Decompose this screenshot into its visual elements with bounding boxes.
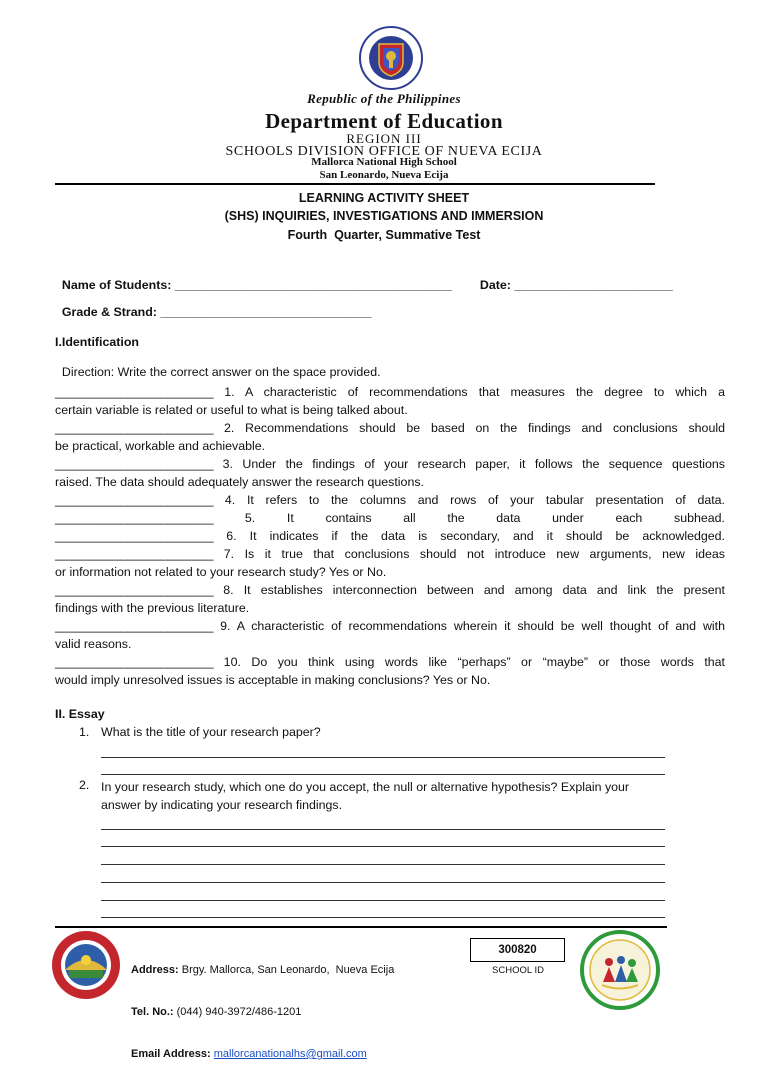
question-item	[55, 492, 725, 510]
essay-q1-text: What is the title of your research paper?	[101, 725, 321, 739]
question-item	[55, 420, 725, 456]
question-continuation: findings with the previous literature.	[55, 600, 250, 615]
question-text: 7. Is it true that conclusions should not introduce new arguments, new ideas	[213, 547, 725, 561]
question-first-line	[55, 456, 725, 474]
mallorca-school-logo	[51, 930, 121, 1000]
question-first-line	[55, 546, 725, 564]
essay-q1-answer-line[interactable]	[101, 774, 665, 775]
answer-blank[interactable]: ________________________	[55, 583, 214, 597]
region-heading: REGION III	[346, 131, 422, 146]
answer-blank[interactable]: ________________________	[55, 619, 214, 633]
question-item	[55, 546, 725, 582]
answer-blank[interactable]: ________________________	[55, 385, 214, 399]
grade-label: Grade & Strand:	[61, 305, 161, 319]
question-item	[55, 510, 725, 528]
question-text: 3. Under the findings of your research paper, it follows the sequence questions	[213, 457, 725, 471]
question-text: 10. Do you think using words like “perhaps” or “maybe” or those words that	[213, 655, 725, 669]
header-divider	[55, 183, 655, 185]
question-item	[55, 384, 725, 420]
direction-text	[55, 351, 381, 379]
question-text: 5. It contains all the data under each subhead.	[213, 511, 725, 525]
tel-label: Tel. No.:	[131, 1006, 174, 1018]
question-text: 4. It refers to the columns and rows of your tabular presentation of data.	[213, 493, 725, 507]
tel-line	[131, 1005, 394, 1019]
footer-contact	[131, 935, 394, 1075]
grade-blank[interactable]: ________________________________	[160, 305, 372, 319]
address-value: Brgy. Mallorca, San Leonardo, Nueva Ecija	[178, 964, 395, 976]
question-first-line	[55, 528, 725, 546]
question-first-line	[55, 618, 725, 636]
question-first-line	[55, 384, 725, 402]
question-item	[55, 528, 725, 546]
school-id-value: 300820	[498, 944, 537, 956]
question-continuation: raised. The data should adequately answer the research questions.	[55, 474, 424, 489]
essay-q1-answer-line[interactable]	[101, 757, 665, 758]
essay-q2-number: 2.	[79, 778, 90, 792]
date-blank[interactable]: ________________________	[514, 278, 673, 292]
email-label: Email Address:	[131, 1048, 211, 1060]
question-continuation: certain variable is related or useful to what is being talked about.	[55, 402, 408, 417]
deped-seal	[359, 26, 423, 90]
address-line	[131, 963, 394, 977]
footer-divider	[55, 926, 667, 928]
email-link[interactable]: mallorcanationalhs@gmail.com	[213, 1048, 367, 1060]
question-continuation: or information not related to your research study? Yes or No.	[55, 564, 387, 579]
answer-blank[interactable]: ________________________	[55, 529, 214, 543]
question-text: 6. It indicates if the data is secondary, and it should be acknowledged.	[213, 529, 725, 543]
question-first-line	[55, 654, 725, 672]
address-label: Address:	[131, 964, 179, 976]
question-text: 9. A characteristic of recommendations wherein it should be well thought of and with	[213, 619, 725, 633]
sheet-title: LEARNING ACTIVITY SHEET	[298, 191, 470, 205]
question-continuation: would imply unresolved issues is acceptable in making conclusions? Yes or No.	[55, 672, 491, 687]
question-continuation: be practical, workable and achievable.	[55, 438, 266, 453]
question-text: 8. It establishes interconnection between and among data and link the present	[213, 583, 725, 597]
essay-q2-answer-line[interactable]	[101, 900, 665, 901]
essay-q2-line1: In your research study, which one do you accept, the null or alternative hypothesis? Explain your	[101, 780, 630, 794]
answer-blank[interactable]: ________________________	[55, 511, 214, 525]
question-item	[55, 618, 725, 654]
question-text: 2. Recommendations should be based on the findings and conclusions should	[213, 421, 725, 435]
direction-body: Write the correct answer on the space provided.	[114, 365, 381, 379]
department-heading: Department of Education	[265, 109, 503, 133]
essay-q1-number: 1.	[79, 725, 90, 739]
answer-blank[interactable]: ________________________	[55, 655, 214, 669]
name-field[interactable]	[55, 264, 452, 292]
essay-q2-line2: answer by indicating your research findings.	[101, 798, 343, 812]
subject-title: (SHS) INQUIRIES, INVESTIGATIONS AND IMMERSION	[224, 209, 544, 223]
question-continuation: valid reasons.	[55, 636, 132, 651]
question-text: 1. A characteristic of recommendations that measures the degree to which a	[213, 385, 725, 399]
school-location: San Leonardo, Nueva Ecija	[319, 169, 449, 181]
name-label: Name of Students:	[61, 278, 175, 292]
republic-heading: Republic of the Philippines	[307, 91, 461, 106]
question-first-line	[55, 510, 725, 528]
question-first-line	[55, 420, 725, 438]
child-friendly-schools-logo	[580, 930, 660, 1010]
email-line	[131, 1047, 394, 1061]
essay-q2-answer-line[interactable]	[101, 882, 665, 883]
name-blank[interactable]: __________________________________________	[174, 278, 452, 292]
grade-field[interactable]	[55, 291, 371, 319]
answer-blank[interactable]: ________________________	[55, 457, 214, 471]
school-id-box	[470, 938, 565, 962]
essay-q2-answer-line[interactable]	[101, 864, 665, 865]
identification-heading: I.Identification	[55, 335, 139, 349]
answer-blank[interactable]: ________________________	[55, 493, 214, 507]
question-first-line	[55, 492, 725, 510]
date-field[interactable]	[473, 264, 673, 292]
essay-q2-text	[101, 778, 669, 814]
school-id-label: SCHOOL ID	[492, 965, 544, 976]
date-label: Date:	[479, 278, 515, 292]
answer-blank[interactable]: ________________________	[55, 547, 214, 561]
question-item	[55, 654, 725, 690]
question-item	[55, 582, 725, 618]
quarter-title: Fourth Quarter, Summative Test	[287, 228, 481, 242]
essay-heading: II. Essay	[55, 707, 105, 721]
answer-blank[interactable]: ________________________	[55, 421, 214, 435]
direction-label: Direction:	[61, 365, 115, 379]
essay-q2-answer-line[interactable]	[101, 846, 665, 847]
question-first-line	[55, 582, 725, 600]
essay-q2-answer-line[interactable]	[101, 829, 665, 830]
school-name: Mallorca National High School	[311, 156, 457, 168]
tel-value: (044) 940-3972/486-1201	[173, 1006, 302, 1018]
question-item	[55, 456, 725, 492]
division-heading: SCHOOLS DIVISION OFFICE OF NUEVA ECIJA	[225, 144, 543, 159]
essay-q2-answer-line[interactable]	[101, 917, 665, 918]
